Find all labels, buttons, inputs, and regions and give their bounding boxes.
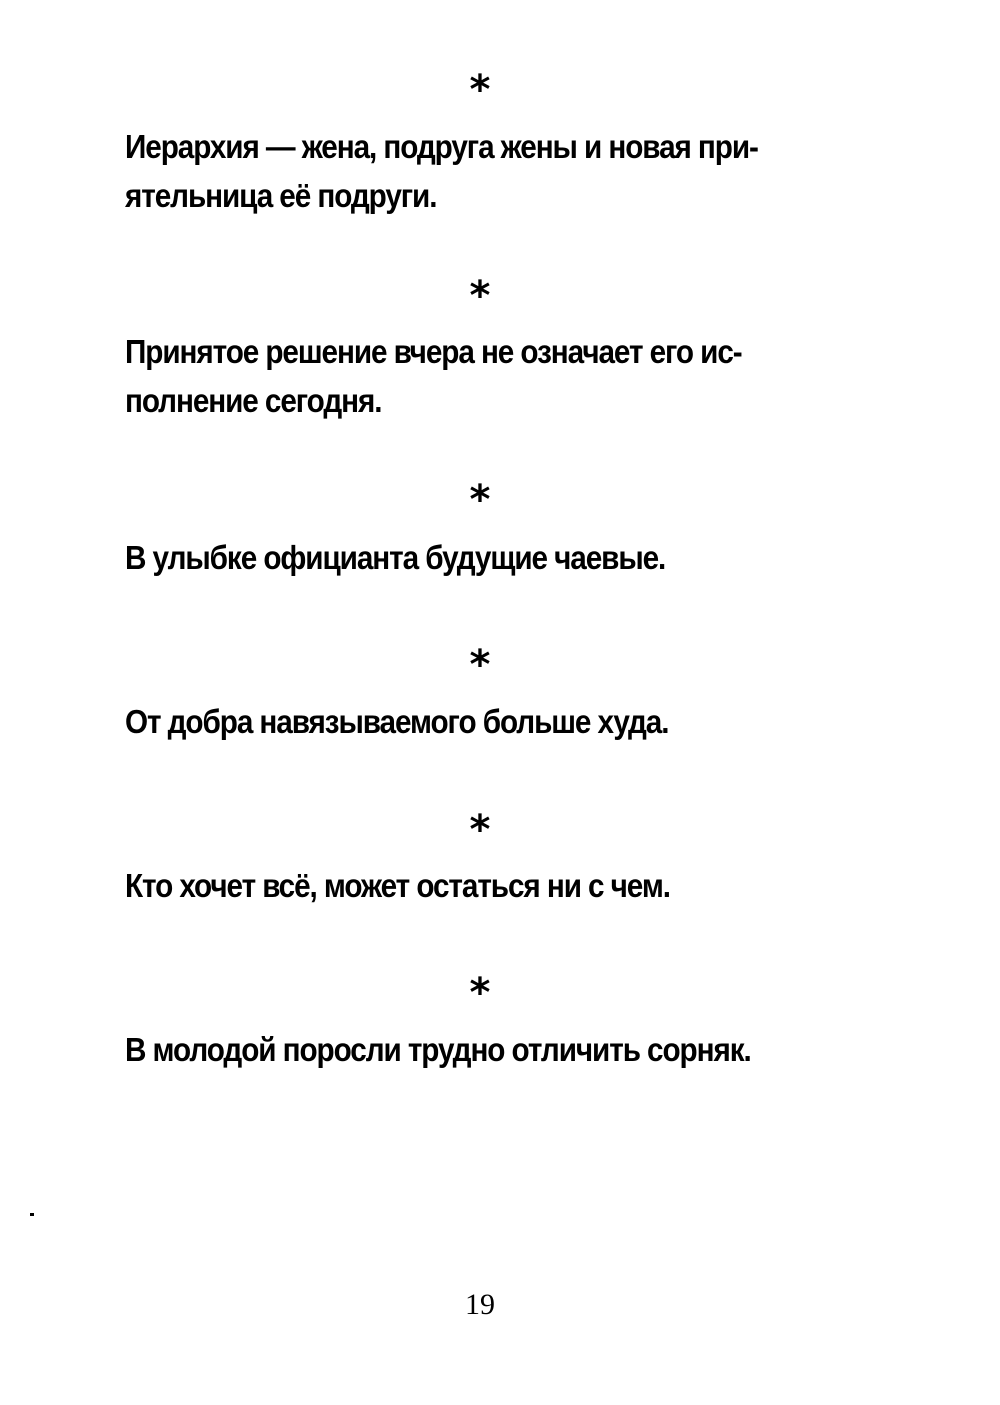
aphorism-line: Принятое решение вчера не означает его ис- (125, 333, 742, 370)
separator-asterisk: * (469, 970, 491, 1016)
aphorism-line: полнение сегодня. (125, 382, 382, 419)
aphorism-3 (125, 533, 773, 582)
aphorism-6 (125, 1025, 773, 1074)
aphorism-line: Иерархия — жена, подруга жены и новая при- (125, 128, 758, 165)
aphorism-line: ятельница её подруги. (125, 177, 437, 214)
separator-asterisk: * (469, 807, 491, 853)
separator-asterisk: * (469, 67, 491, 113)
aphorism-line: Кто хочет всё, может остаться ни с чем. (125, 867, 670, 904)
aphorism-5 (125, 861, 773, 910)
separator-asterisk: * (469, 273, 491, 319)
aphorism-line: От добра навязываемого больше худа. (125, 703, 669, 740)
aphorism-4 (125, 697, 773, 746)
separator-asterisk: * (469, 642, 491, 688)
aphorism-line: В молодой поросли трудно отличить сорняк. (125, 1031, 751, 1068)
aphorism-1 (125, 122, 773, 220)
separator-asterisk: * (469, 477, 491, 523)
aphorism-line: В улыбке официанта будущие чаевые. (125, 539, 666, 576)
aphorism-2 (125, 327, 773, 425)
scan-speck (30, 1213, 34, 1216)
page-number: 19 (465, 1288, 495, 1321)
